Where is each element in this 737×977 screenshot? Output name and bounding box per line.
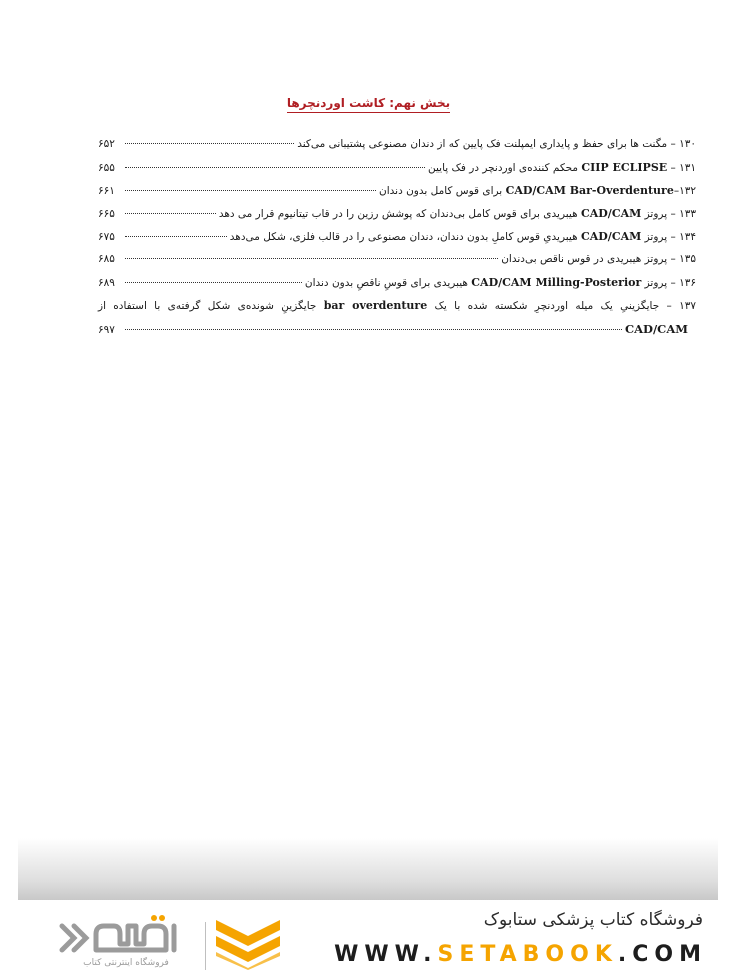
table-of-contents <box>98 138 696 345</box>
toc-entry[interactable] <box>98 161 696 184</box>
toc-entry-text: ۱۳۶ – پروتز CAD/CAM Milling-Posterior هیبریدی برای قوسِ ناقصِ بدون دندان <box>304 276 696 289</box>
leader-dots <box>125 282 302 283</box>
toc-entry[interactable] <box>98 138 696 161</box>
book-chevron-logo <box>210 914 286 970</box>
leader-dots <box>125 190 376 191</box>
toc-entry-text: CAD/CAM <box>624 322 688 336</box>
toc-page-number: ۶۸۹ <box>98 277 115 289</box>
logo-subtitle: فروشگاه اینترنتی کتاب <box>83 958 169 968</box>
toc-page-number: ۶۶۵ <box>98 208 115 220</box>
section-title: بخش نهم: کاشت اوردنچرها <box>287 96 450 113</box>
toc-entry[interactable] <box>98 207 696 230</box>
toc-page-number: ۶۶۱ <box>98 185 115 197</box>
setabook-logo-icon <box>54 912 204 962</box>
book-chevron-icon <box>210 914 286 970</box>
store-footer-banner <box>0 900 737 977</box>
toc-entry-text: ۱۳۷ – جایگزینیِ یک میله اوردنچرِ شکسته شده با یک bar overdenture جایگزینِ شونده‌ی شکل گرفته‌ی با استفاده از <box>98 299 696 312</box>
leader-dots <box>125 236 227 237</box>
leader-dots <box>125 329 622 330</box>
section-heading <box>0 92 737 111</box>
toc-page-number: ۶۸۵ <box>98 253 115 265</box>
toc-page-number: ۶۵۲ <box>98 138 115 150</box>
store-name: فروشگاه کتاب پزشکی ستابوک <box>483 910 703 930</box>
toc-entry-text: ۱۳۱ – CIIP ECLIPSE محکم کننده‌ی اوردنچر در فک پایین <box>427 161 696 174</box>
page-shadow <box>18 838 718 900</box>
toc-entry-text: ۱۳۳ – پروتز CAD/CAM هیبریدی برای قوس کامل بی‌دندان که پوشش رزین را در قاب تیتانیوم قرار می دهد <box>218 207 696 220</box>
toc-entry-text: ۱۳۵ – پروتز هیبریدی در قوس ناقص بی‌دندان <box>501 253 696 265</box>
toc-entry[interactable] <box>98 184 696 207</box>
toc-page-number: ۶۵۵ <box>98 162 115 174</box>
leader-dots <box>125 167 425 168</box>
toc-entry-continued[interactable] <box>98 322 696 345</box>
divider <box>205 922 206 970</box>
leader-dots <box>125 143 294 144</box>
toc-entry[interactable] <box>98 299 696 322</box>
toc-entry-text: ۱۳۰ – مگنت ها برای حفظ و پایداری ایمپلنت فک پایین که از دندان مصنوعی پشتیبانی می‌کند <box>297 138 696 150</box>
leader-dots <box>125 213 216 214</box>
leader-dots <box>125 258 498 259</box>
toc-page-number: ۶۹۷ <box>98 324 115 336</box>
toc-page-number: ۶۷۵ <box>98 231 115 243</box>
store-url[interactable]: WWW.SETABOOK.COM <box>334 942 707 967</box>
toc-entry[interactable] <box>98 230 696 253</box>
toc-entry[interactable] <box>98 276 696 299</box>
toc-entry[interactable] <box>98 253 696 276</box>
toc-entry-text: ۱۳۲–CAD/CAM Bar-Overdenture برای قوس کامل بدون دندان <box>379 184 696 197</box>
toc-entry-text: ۱۳۴ – پروتز CAD/CAM هیبریدیِ قوس کاملِ بدون دندان، دندان مصنوعی را در قالب فلزی، شکل می‌دهد <box>229 230 696 243</box>
